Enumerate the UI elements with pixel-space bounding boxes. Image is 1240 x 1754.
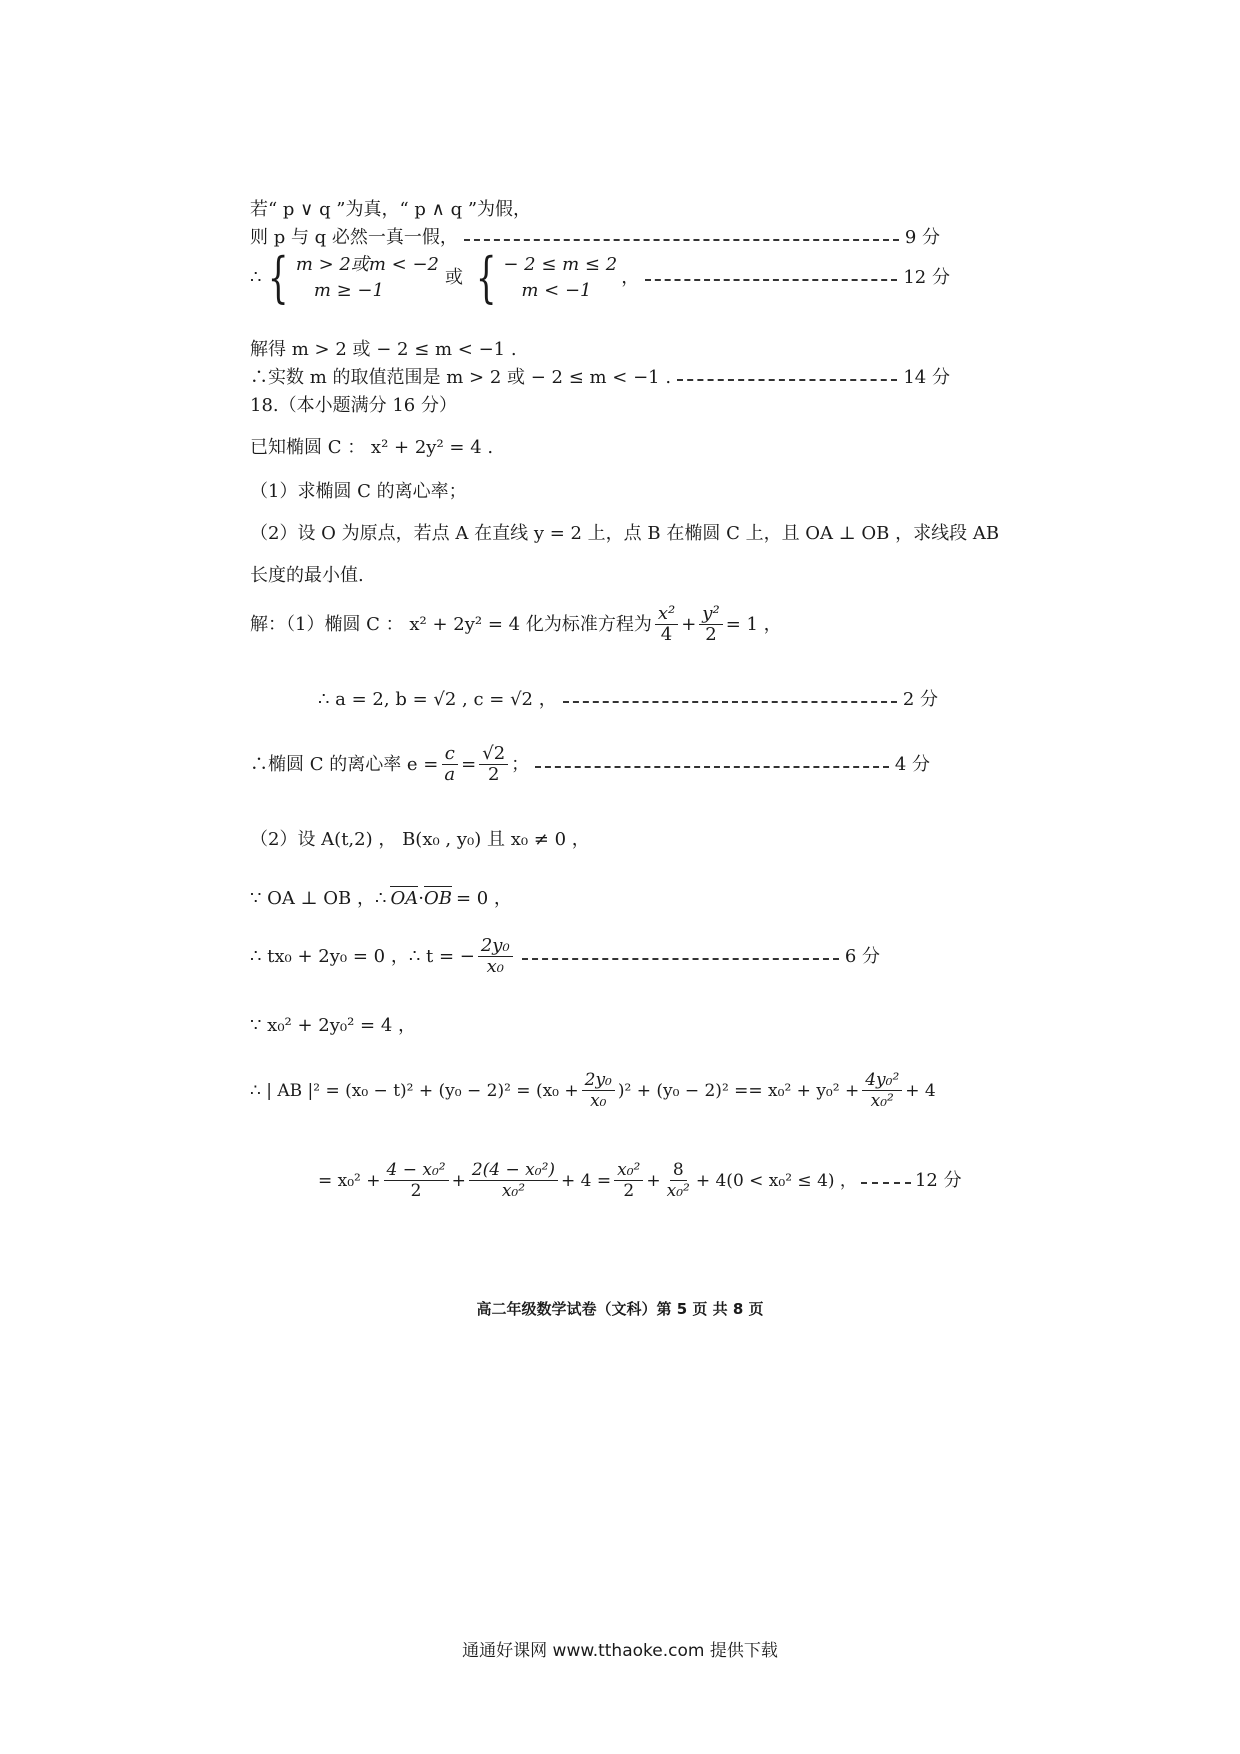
line-5 <box>250 366 950 390</box>
line-19: = x₀² + $\frac{\text{4 − x₀²}}{2}$ + $\frac{\text{2(4 − x₀²)}}{\text{x₀²}}$ + 4 = $\frac{\text{x₀²}}{2}$ + $\frac{8}{\text{x₀²}}$ + 4(0 < x₀² ≤ 4) ， 12 分 <box>318 1160 962 1201</box>
line-18: ∴ | AB |² = (x₀ − t)² + (y₀ − 2)² = (x₀ + $\frac{\text{2y₀}}{\text{x₀}}$ )² + (y₀ − 2)² == x₀² + y₀² + $\frac{\text{4y₀²}}{\text{x₀²}}$ + 4 <box>250 1070 936 1111</box>
fraction-2y0-over-x0: $\frac{\text{2y₀}}{\text{x₀}}$ <box>478 936 513 977</box>
fraction-y2-over-2: $\frac{\text{y²}}{2}$ <box>699 604 722 645</box>
line-11: 解：（1）椭圆 C ： x² + 2y² = 4 化为标准方程为 $\frac{\text{x²}}{4}$ + $\frac{\text{y²}}{2}$ = 1 ， <box>250 603 782 645</box>
case-a-top: m > 2或m < −2 <box>295 254 439 275</box>
line-15-text: ∵ OA ⊥ OB ，∴ <box>250 887 387 909</box>
dotted-leader <box>535 766 889 768</box>
therefore-symbol: ∴ <box>250 267 262 288</box>
line-3-system: ∴ { m > 2或m < −2 m ≥ −1 或 { − 2 ≤ m ≤ 2 m < −1 ， 12 分 <box>250 246 950 309</box>
dotted-leader <box>645 279 897 281</box>
case-system-a: { m > 2或m < −2 m ≥ −1 <box>268 246 439 309</box>
line-1: 若“ p ∨ q ”为真，“ p ∧ q ”为假， <box>250 199 532 220</box>
line-5-text: ∴实数 m 的取值范围是 m > 2 或 − 2 ≤ m < −1 . <box>250 367 672 388</box>
dotted-leader <box>522 958 839 960</box>
case-system-b: { − 2 ≤ m ≤ 2 m < −1 <box>475 246 618 309</box>
line-9: （2）设 O 为原点，若点 A 在直线 y = 2 上，点 B 在椭圆 C 上，且 OA ⊥ OB ，求线段 AB <box>250 523 1000 544</box>
fraction-d: $\frac{8}{\text{x₀²}}$ <box>666 1160 690 1201</box>
score-6: 6 分 <box>844 945 880 967</box>
fraction-x2-over-4: $\frac{\text{x²}}{4}$ <box>655 604 678 645</box>
line-12-text: ∴ a = 2, b = √2 , c = √2 ， <box>318 689 557 710</box>
line-12 <box>318 688 938 712</box>
site-credit: 通通好课网 www.tthaoke.com 提供下载 <box>462 1641 778 1661</box>
fraction-c-over-a: $\frac{c}{a}$ <box>441 744 458 785</box>
line-4: 解得 m > 2 或 − 2 ≤ m < −1 . <box>250 339 517 360</box>
page-footer: 高二年级数学试卷（文科）第 5 页 共 8 页 <box>476 1300 764 1318</box>
fraction-b: $\frac{\text{2(4 − x₀²)}}{\text{x₀²}}$ <box>469 1160 558 1201</box>
or-word: 或 <box>445 267 463 288</box>
line-13-text: ∴椭圆 C 的离心率 e = <box>250 753 439 775</box>
dotted-leader <box>563 701 897 703</box>
score-12a: 12 分 <box>903 267 950 288</box>
line-2 <box>250 226 940 250</box>
line-19-text: = x₀² + <box>318 1170 381 1191</box>
line-8: （1）求椭圆 C 的离心率； <box>250 481 467 502</box>
dotted-leader <box>677 379 897 381</box>
score-14: 14 分 <box>903 367 950 388</box>
case-a-bottom: m ≥ −1 <box>313 280 384 301</box>
score-12b: 12 分 <box>914 1169 962 1191</box>
dotted-leader <box>464 239 899 241</box>
line-10: 长度的最小值. <box>250 565 364 586</box>
line-17: ∵ x₀² + 2y₀² = 4 ， <box>250 1015 417 1036</box>
score-4: 4 分 <box>894 753 930 775</box>
line-7: 已知椭圆 C ： x² + 2y² = 4 . <box>250 437 494 458</box>
fraction-2y0-over-x0-b: $\frac{\text{2y₀}}{\text{x₀}}$ <box>582 1070 615 1111</box>
fraction-4y02-over-x02: $\frac{\text{4y₀²}}{\text{x₀²}}$ <box>862 1070 902 1111</box>
line-2-text: 则 p 与 q 必然一真一假， <box>250 227 458 248</box>
line-14: （2）设 A(t,2) ， B(x₀ , y₀) 且 x₀ ≠ 0 ， <box>250 829 590 850</box>
line-13: ∴椭圆 C 的离心率 e = $\frac{c}{a}$ = $\frac{√2}{2}$ ； 4 分 <box>250 743 930 785</box>
line-16 <box>250 936 880 977</box>
line-18-text: ∴ | AB |² = (x₀ − t)² + (y₀ − 2)² = (x₀ + <box>250 1080 579 1101</box>
case-b-bottom: m < −1 <box>521 280 592 301</box>
fraction-c: $\frac{\text{x₀²}}{2}$ <box>614 1160 643 1201</box>
fraction-a: $\frac{\text{4 − x₀²}}{2}$ <box>384 1160 449 1201</box>
score-9: 9 分 <box>904 227 940 248</box>
case-b-top: − 2 ≤ m ≤ 2 <box>503 254 618 275</box>
vector-oa: OA <box>390 888 419 909</box>
vector-ob: OB <box>423 888 452 909</box>
dotted-leader <box>861 1182 911 1184</box>
fraction-root2-over-2: $\frac{√2}{2}$ <box>479 744 508 785</box>
line-11-text: 解：（1）椭圆 C ： x² + 2y² = 4 化为标准方程为 <box>250 613 652 635</box>
line-16-text: ∴ tx₀ + 2y₀ = 0 ，∴ t = − <box>250 945 475 967</box>
question-18-heading: 18.（本小题满分 16 分） <box>250 395 457 416</box>
line-15: ∵ OA ⊥ OB ，∴ OA · OB = 0 ， <box>250 887 512 909</box>
score-2: 2 分 <box>902 689 938 710</box>
